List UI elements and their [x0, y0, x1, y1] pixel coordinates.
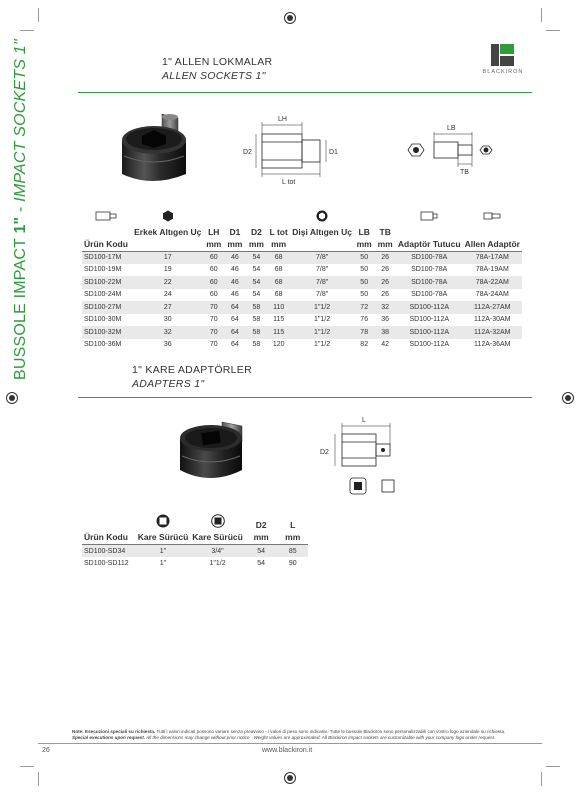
table-cell: 26 [374, 276, 395, 289]
table-cell: 38 [374, 326, 395, 339]
dim-label-tb: TB [460, 169, 469, 176]
table-cell: 1" [136, 545, 191, 558]
table-cell: 26 [374, 251, 395, 264]
table-cell: 64 [231, 316, 239, 324]
table-cell: SD100-22M [82, 276, 132, 289]
table-cell: 112A-36AM [474, 341, 511, 349]
table-header-icons [82, 210, 522, 226]
table-cell: 110 [267, 301, 290, 314]
header-cell: mm [245, 532, 278, 545]
table-cell: 70 [203, 301, 224, 314]
website-link[interactable]: www.blackiron.it [262, 747, 313, 754]
table-cell: 78 [354, 326, 375, 339]
table-cell: 1"1/2 [314, 341, 331, 349]
header-cell: Ürün Kodu [82, 532, 136, 545]
bit-end-icon [413, 147, 419, 153]
table-cell: SD100-32M [82, 326, 132, 339]
table-row [82, 339, 522, 352]
header-cell [290, 210, 354, 226]
table-row [82, 314, 522, 327]
section-divider [78, 397, 532, 398]
registration-mark-icon [284, 12, 296, 24]
header-cell [396, 210, 463, 226]
note-label: Note: [72, 729, 84, 734]
table-cell: 30 [163, 316, 172, 324]
header-cell [463, 226, 522, 239]
female-square-icon [156, 514, 170, 528]
table-cell: SD100-27M [82, 301, 132, 314]
table-cell: 78A-24AM [475, 291, 509, 299]
registration-mark-icon [284, 772, 296, 784]
table-row [82, 326, 522, 339]
table-cell: SD100-24M [84, 291, 122, 299]
detent-ball-icon [381, 448, 385, 452]
dim-label-d2: D2 [320, 449, 329, 456]
table-cell: 24 [163, 291, 172, 299]
table-cell: 70 [209, 341, 218, 349]
table-cell: 54 [252, 291, 261, 299]
section2-title-tr: 1" KARE ADAPTÖRLER [132, 364, 252, 376]
table-header-bottom [82, 532, 308, 545]
table-cell: 115 [273, 316, 285, 324]
header-cell [290, 239, 354, 252]
square-drive-icon [354, 482, 362, 490]
table-cell: 78A-22AM [463, 276, 522, 289]
table-cell: 46 [231, 266, 239, 274]
table-cell: 90 [288, 559, 297, 567]
footnote [72, 729, 532, 741]
table-cell: 7/8" [290, 276, 354, 289]
section2-title-en: ADAPTERS 1" [132, 378, 205, 390]
table-cell: 112A-27AM [463, 301, 522, 314]
crop-mark [546, 30, 560, 31]
table-row [82, 545, 308, 558]
header-cell: L tot [269, 226, 288, 237]
table-cell: 70 [209, 316, 218, 324]
table-cell: SD100-78A [411, 291, 448, 299]
adapter-holder-icon [418, 210, 440, 222]
header-cell [132, 239, 203, 252]
table-cell: 60 [209, 291, 218, 299]
note-en-text: All the dimensions may change without prior notice - Weight values are approximated. All Blackiron impact sockets are customizable with your company logo under request. [145, 735, 496, 740]
section1-title-en: ALLEN SOCKETS 1" [162, 70, 266, 82]
table-cell: 22 [132, 276, 203, 289]
crop-mark [20, 30, 34, 31]
header-cell [190, 514, 245, 532]
header-cell: TB [379, 226, 391, 237]
header-cell: Dişi Altıgen Uç [292, 226, 352, 237]
allen-sockets-table [82, 210, 522, 351]
table-cell: 85 [277, 545, 308, 558]
table-cell: 58 [246, 301, 267, 314]
table-cell: 50 [360, 291, 369, 299]
crop-mark [541, 8, 542, 22]
table-cell: 1"1/2 [314, 316, 331, 324]
table-header-top [82, 226, 522, 239]
dim-label-d1: D1 [329, 149, 338, 156]
table-cell: 54 [246, 251, 267, 264]
table-cell: SD100-112A [396, 326, 463, 339]
table-cell: 1"1/2 [209, 559, 226, 567]
header-cell [132, 210, 203, 226]
table-cell: 58 [246, 326, 267, 339]
table-cell: 68 [267, 251, 290, 264]
table-row [82, 251, 522, 264]
blackiron-logo [480, 44, 526, 75]
header-cell [136, 514, 191, 532]
table-cell: 78A-17AM [463, 251, 522, 264]
bit-end-icon [484, 148, 489, 153]
header-cell: Kare Sürücü [190, 532, 245, 545]
table-cell: 7/8" [315, 291, 329, 299]
table-cell: 54 [257, 559, 266, 567]
table-cell: 17 [132, 251, 203, 264]
note-it-text: Tutti i valori indicati possono variare senza preavviso - i valori di peso sono indicativi. Tutte le bussole Blackiron sono personalizzabili con vostro logo aziendale su richiesta. [155, 729, 506, 734]
table-cell: 32 [374, 301, 395, 314]
table-cell: 3/4" [190, 545, 245, 558]
table-cell: 42 [381, 341, 390, 349]
header-cell: mm [267, 239, 290, 252]
table-cell: 36 [163, 341, 172, 349]
table-cell: 120 [272, 341, 285, 349]
header-cell: D2 [250, 226, 262, 237]
registration-mark-icon [562, 392, 574, 404]
table-cell: 19 [163, 266, 172, 274]
section1-title [162, 56, 272, 82]
table-cell: 58 [252, 316, 261, 324]
note-it-bold: Esecuzioni speciali su richiesta. [85, 729, 156, 734]
table-cell: 7/8" [315, 266, 329, 274]
dim-label-d2: D2 [243, 149, 252, 156]
table-cell: 26 [381, 266, 390, 274]
dim-label-lh: LH [278, 116, 287, 123]
table-cell: 76 [360, 316, 369, 324]
section2-title [132, 364, 252, 390]
adapter-dimension-drawing [316, 414, 416, 500]
header-cell: D1 [229, 226, 241, 237]
side-title-size: 1" [12, 216, 29, 234]
table-cell: 1"1/2 [290, 326, 354, 339]
dim-label-lb: LB [447, 125, 456, 132]
header-cell: mm [354, 239, 375, 252]
table-cell: 68 [267, 276, 290, 289]
table-cell: 64 [224, 301, 245, 314]
page-number: 26 [42, 747, 50, 754]
allen-socket-dimension-drawing [240, 108, 360, 190]
table-header-icons [82, 514, 308, 532]
header-cell: LH [208, 226, 220, 237]
table-cell: 27 [132, 301, 203, 314]
header-cell [82, 226, 132, 239]
side-title [12, 39, 30, 380]
section-divider [78, 92, 532, 93]
table-cell: 68 [274, 266, 283, 274]
table-row [82, 289, 522, 302]
table-cell: SD100-SD34 [82, 545, 136, 558]
adapters-table [82, 514, 308, 570]
adapter-photo [172, 408, 258, 488]
table-cell: 7/8" [290, 251, 354, 264]
table-cell: 1"1/2 [290, 301, 354, 314]
table-cell: SD100-112A [396, 301, 463, 314]
table-cell: SD100-112A [409, 316, 450, 324]
table-cell: 32 [132, 326, 203, 339]
header-cell: LB [358, 226, 370, 237]
male-square-icon [211, 514, 225, 528]
allen-adapter-icon [481, 210, 503, 222]
header-cell: mm [203, 239, 224, 252]
table-cell: 36 [381, 316, 390, 324]
header-cell: mm [246, 239, 267, 252]
table-cell: 50 [354, 251, 375, 264]
header-cell: Kare Sürücü [136, 532, 191, 545]
header-cell: D2 [255, 520, 267, 530]
header-cell [82, 210, 132, 226]
table-cell: SD100-78A [396, 251, 463, 264]
table-cell: SD100-19M [84, 266, 122, 274]
side-title-en: IMPACT SOCKETS 1" [12, 39, 29, 202]
logo-mark-icon [491, 44, 515, 66]
table-cell: SD100-17M [82, 251, 132, 264]
header-cell [396, 226, 463, 239]
crop-mark [38, 8, 39, 22]
table-cell: 64 [231, 341, 239, 349]
header-cell [463, 210, 522, 226]
female-hex-icon [316, 210, 328, 222]
allen-socket-photo [112, 108, 198, 190]
footnote-en [72, 735, 532, 741]
section1-title-tr: 1" ALLEN LOKMALAR [162, 56, 273, 68]
table-cell: SD100-78A [411, 266, 448, 274]
table-cell: SD100-112A [409, 341, 450, 349]
table-row [82, 276, 522, 289]
table-cell: SD100-30M [84, 316, 122, 324]
logo-name: BLACKIRON [482, 69, 524, 75]
header-cell: Erkek Altıgen Uç [134, 226, 202, 237]
table-cell: 82 [360, 341, 369, 349]
table-cell: 54 [246, 276, 267, 289]
table-cell: 60 [203, 276, 224, 289]
table-row [82, 264, 522, 277]
table-cell: 26 [381, 291, 390, 299]
header-cell: mm [374, 239, 395, 252]
table-cell: 64 [224, 326, 245, 339]
table-header-bottom [82, 239, 522, 252]
header-cell: Ürün Kodu [82, 239, 132, 252]
crop-mark [541, 772, 542, 786]
header-cell: mm [277, 532, 308, 545]
table-cell: 54 [245, 545, 278, 558]
table-cell: SD100-78A [396, 276, 463, 289]
table-cell: 46 [224, 251, 245, 264]
allen-bit-dimension-drawing [400, 118, 500, 178]
table-cell: SD100-36M [84, 341, 122, 349]
footer-divider [38, 743, 542, 744]
table-cell: 54 [252, 266, 261, 274]
table-cell: 115 [267, 326, 290, 339]
table-cell: 50 [360, 266, 369, 274]
header-cell: Adaptör Tutucu [396, 239, 463, 252]
table-cell: 72 [354, 301, 375, 314]
table-cell: 68 [274, 291, 283, 299]
table-cell: 60 [203, 251, 224, 264]
dim-label-ltot: L tot [282, 179, 296, 186]
crop-mark [38, 772, 39, 786]
table-cell: 78A-19AM [475, 266, 509, 274]
crop-mark [546, 766, 560, 767]
note-en-bold: Special executions upon request. [72, 735, 146, 740]
table-cell: 58 [252, 341, 261, 349]
socket-outline-icon [94, 210, 120, 222]
header-cell: mm [224, 239, 245, 252]
male-hex-icon [162, 210, 174, 222]
table-cell: 1" [159, 559, 167, 567]
registration-mark-icon [6, 392, 18, 404]
table-row [82, 557, 308, 570]
dim-label-l: L [362, 417, 366, 424]
table-cell: 46 [231, 291, 239, 299]
table-cell: SD100-SD112 [84, 559, 129, 567]
table-cell: 112A-30AM [474, 316, 511, 324]
header-cell: Allen Adaptör [463, 239, 522, 252]
table-row [82, 301, 522, 314]
side-title-it: BUSSOLE IMPACT [12, 233, 29, 380]
header-cell: L [290, 520, 296, 530]
table-cell: 50 [354, 276, 375, 289]
table-cell: 46 [224, 276, 245, 289]
table-cell: 70 [203, 326, 224, 339]
table-cell: 60 [209, 266, 218, 274]
crop-mark [20, 766, 34, 767]
table-cell: 112A-32AM [463, 326, 522, 339]
side-title-sep: - [12, 201, 29, 217]
